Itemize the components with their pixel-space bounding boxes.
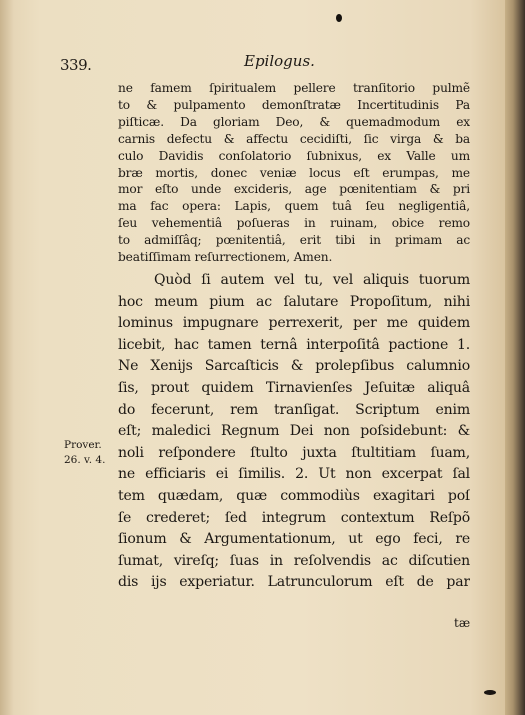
text-line: ne famem ſpiritualem pellere tranſitorio pulmẽ — [118, 81, 470, 95]
text-line: mor eſto unde excideris, age pœnitentiam & pri — [118, 182, 470, 197]
text-line: Quòd ſi autem vel tu, vel aliquis tuorum — [154, 271, 470, 288]
text-line: noli reſpondere ſtulto juxta ſtultitiam ſuam, — [118, 444, 470, 461]
marginal-reference — [64, 438, 105, 468]
ink-spot — [484, 690, 496, 695]
text-line: licebit, hac tamen ternâ interpoſitâ pactione 1. — [118, 336, 470, 353]
catchword: tæ — [454, 616, 471, 630]
text-line: carnis defectu & affectu cecidiſti, ſic virga & ba — [118, 131, 470, 146]
text-line: piſticæ. Da gloriam Deo, & quemadmodum ex — [118, 114, 470, 129]
text-line: to admiſſâq; pœnitentiâ, erit tibi in primam ac — [118, 233, 470, 248]
text-line: ma fac opera: Lapis, quem tuâ ſeu negligentiâ, — [118, 199, 470, 214]
text-line: bræ mortis, donec veniæ locus eſt erumpas, me — [118, 165, 470, 180]
text-line: ſe crederet; ſed integrum contextum Reſpõ — [118, 509, 470, 526]
marginal-reference-line: Prover. — [64, 439, 102, 451]
text-line: tem quædam, quæ commodiùs exagitari poſ — [118, 487, 470, 504]
paragraph-2 — [118, 270, 470, 594]
main-text — [118, 80, 470, 594]
text-line: ſionum & Argumentationum, ut ego feci, re — [118, 531, 470, 548]
ink-dot — [336, 14, 342, 22]
running-head: Epilogus. — [244, 52, 315, 70]
text-line: beatiſſimam reſurrectionem, Amen. — [118, 250, 333, 265]
text-line: ſumat, vireſq; ſuas in reſolvendis ac diſcutien — [118, 552, 470, 569]
text-line: lominus impugnare perrexerit, per me quidem — [118, 315, 470, 332]
text-line: ſis, prout quidem Tirnavienſes Jeſuitæ aliquâ — [118, 379, 470, 396]
text-line: dis ijs experiatur. Latrunculorum eſt de par — [118, 574, 470, 591]
text-line: do fecerunt, rem tranſigat. Scriptum enim — [118, 401, 470, 418]
text-line: ſeu vehementiâ poſueras in ruinam, obice remo — [118, 216, 470, 231]
text-line: hoc meum pium ac ſalutare Propoſitum, nihi — [118, 293, 470, 310]
text-line: culo Davidis conſolatorio ſubnixus, ex Valle um — [118, 148, 470, 163]
page-number: 339. — [60, 56, 92, 74]
text-line: Ne Xenijs Sarcaſticis & prolepſibus calumnio — [118, 358, 470, 375]
paragraph-1 — [118, 80, 470, 266]
text-line: ne efficiaris ei ſimilis. 2. Ut non excerpat ſal — [118, 466, 470, 483]
marginal-reference-line: 26. v. 4. — [64, 454, 106, 466]
text-line: eſt; maledici Regnum Dei non poſsidebunt: & — [118, 423, 470, 440]
text-line: to & pulpamento demonſtratæ Incertitudinis Pa — [118, 97, 470, 112]
facing-page-edge — [505, 0, 525, 715]
